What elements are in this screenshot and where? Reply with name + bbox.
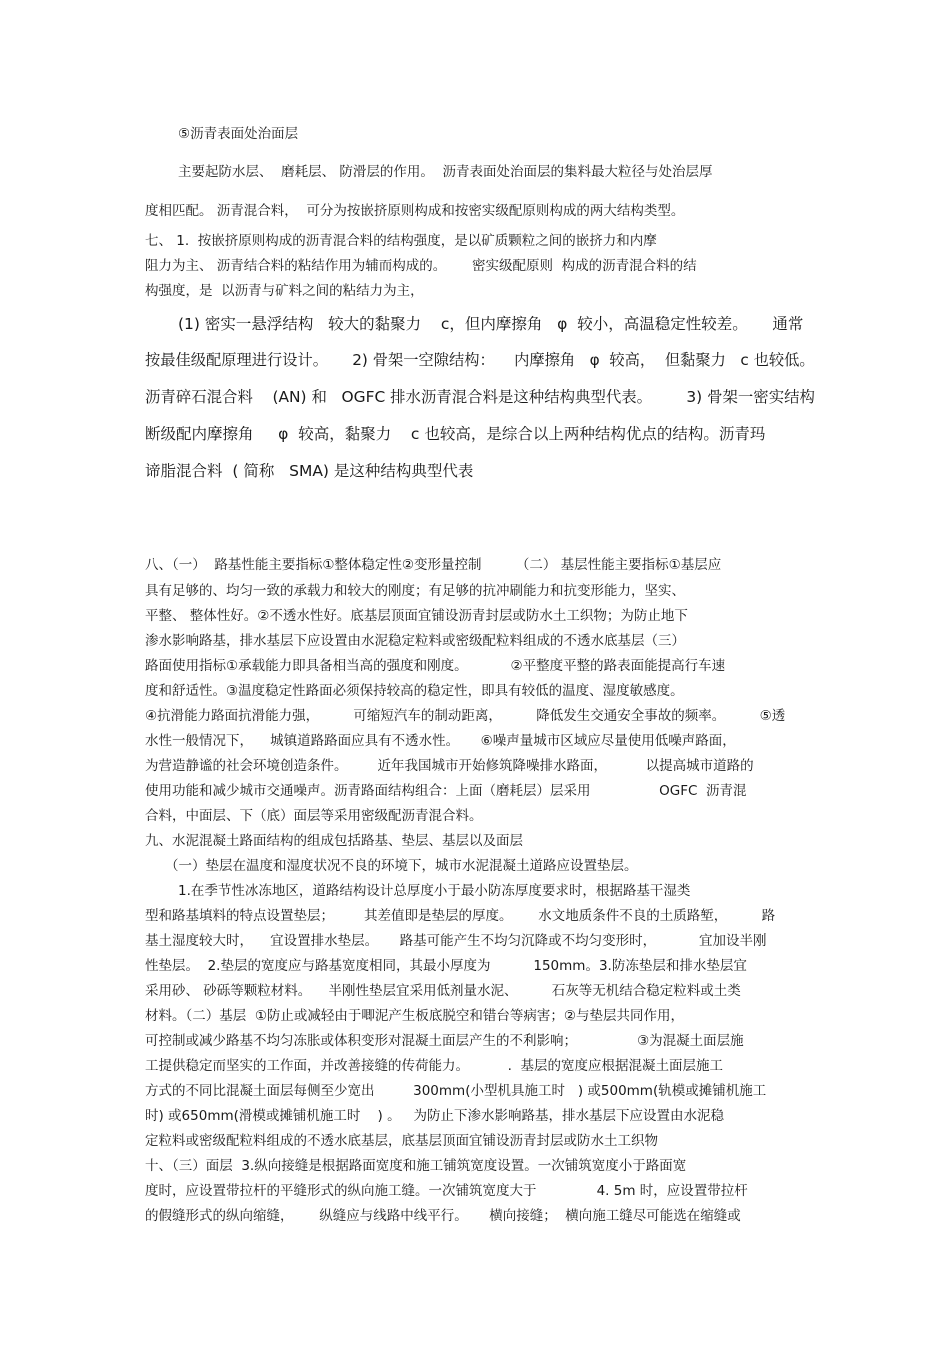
section-8-start: 八、（一） 路基性能主要指标①整体稳定性②变形量控制 （二） 基层性能主要指标①基层应 [145, 557, 722, 573]
text-line: 使用功能和减少城市交通噪声。沥青路面结构组合：上面（磨耗层）层采用 OGFC 沥青混 [145, 783, 747, 799]
heading-surface-treatment: ⑤沥青表面处治面层 [178, 126, 299, 142]
text-line: （一）垫层在温度和湿度状况不良的环境下，城市水泥混凝土道路应设置垫层。 [165, 858, 638, 874]
text-line: 定粒料或密级配粒料组成的不透水底基层，底基层顶面宜铺设沥青封层或防水土工织物 [145, 1133, 658, 1149]
text-line: 渗水影响路基，排水基层下应设置由水泥稳定粒料或密级配粒料组成的不透水底基层（三） [145, 633, 685, 649]
text-line: 阻力为主、 沥青结合料的粘结作用为辅而构成的。 密实级配原则 构成的沥青混合料的结 [145, 258, 697, 274]
text-line: 时) 或650mm(滑模或摊铺机施工时 ) 。 为防止下渗水影响路基，排水基层下应设置由水泥稳 [145, 1108, 724, 1124]
text-line: 基土湿度较大时， 宜设置排水垫层。 路基可能产生不均匀沉降或不均匀变形时， 宜加设半刚 [145, 933, 767, 949]
text-line: 度和舒适性。③温度稳定性路面必须保持较高的稳定性，即具有较低的温度、湿度敏感度。 [145, 683, 684, 699]
text-line: 型和路基填料的特点设置垫层； 其差值即是垫层的厚度。 水文地质条件不良的土质路堑， 路 [145, 908, 776, 924]
text-line: 可控制或减少路基不均匀冻胀或体积变形对混凝土面层产生的不利影响； ③为混凝土面层施 [145, 1033, 744, 1049]
text-line: 方式的不同比混凝土面层每侧至少宽出 300mm(小型机具施工时 ) 或500mm(轨模或摊铺机施工 [145, 1083, 767, 1099]
text-line: ④抗滑能力路面抗滑能力强， 可缩短汽车的制动距离， 降低发生交通安全事故的频率。 ⑤透 [145, 708, 786, 724]
text-line: 采用砂、 砂砾等颗粒材料。 半刚性垫层宜采用低剂量水泥、 石灰等无机结合稳定粒料或土类 [145, 983, 741, 999]
text-line: 断级配内摩擦角 φ 较高，黏聚力 c 也较高，是综合以上两种结构优点的结构。沥青玛 [145, 425, 766, 443]
section-9-start: 九、水泥混凝土路面结构的组成包括路基、垫层、基层以及面层 [145, 833, 523, 849]
text-line: 合料，中面层、下（底）面层等采用密级配沥青混合料。 [145, 808, 483, 824]
text-line: 具有足够的、均匀一致的承载力和较大的刚度；有足够的抗冲刷能力和抗变形能力，坚实、 [145, 583, 685, 599]
text-line: 沥青碎石混合料 (AN) 和 OGFC 排水沥青混合料是这种结构典型代表。 3) 骨架一密实结构 [145, 388, 815, 406]
text-line: 水性一般情况下， 城镇道路路面应具有不透水性。 ⑥噪声量城市区域应尽量使用低噪声路面， [145, 733, 736, 749]
section-10-start: 十、（三）面层 3.纵向接缝是根据路面宽度和施工铺筑宽度设置。一次铺筑宽度小于路面宽 [145, 1158, 687, 1174]
text-line: 的假缝形式的纵向缩缝， 纵缝应与线路中线平行。 横向接缝； 横向施工缝尽可能选在缩缝或 [145, 1208, 741, 1224]
text-line: 为营造静谧的社会环境创造条件。 近年我国城市开始修筑降噪排水路面， 以提高城市道路的 [145, 758, 754, 774]
text-line: 1.在季节性冰冻地区，道路结构设计总厚度小于最小防冻厚度要求时，根据路基干湿类 [178, 883, 691, 899]
text-line: 按最佳级配原理进行设计。 2) 骨架一空隙结构： 内摩擦角 φ 较高， 但黏聚力 c 也较低。 [145, 351, 815, 369]
text-line: 材料。（二）基层 ①防止或减轻由于唧泥产生板底脱空和错台等病害；②与垫层共同作用， [145, 1008, 685, 1024]
text-line: 性垫层。 2.垫层的宽度应与路基宽度相同，其最小厚度为 150mm。3.防冻垫层和排水垫层宜 [145, 958, 747, 974]
text-line: 构强度，是 以沥青与矿料之间的粘结力为主， [145, 283, 424, 299]
text-line: (1) 密实一悬浮结构 较大的黏聚力 c，但内摩擦角 φ 较小，高温稳定性较差。 通常 [178, 315, 804, 333]
text-line: 工提供稳定而坚实的工作面，并改善接缝的传荷能力。 . 基层的宽度应根据混凝土面层施工 [145, 1058, 723, 1074]
text-line: 主要起防水层、 磨耗层、 防滑层的作用。 沥青表面处治面层的集料最大粒径与处治层厚 [178, 164, 713, 180]
text-line: 平整、 整体性好。②不透水性好。底基层顶面宜铺设沥青封层或防水土工织物；为防止地下 [145, 608, 688, 624]
text-line: 谛脂混合料 ( 简称 SMA) 是这种结构典型代表 [145, 462, 474, 480]
text-line: 度时，应设置带拉杆的平缝形式的纵向施工缝。一次铺筑宽度大于 4. 5m 时，应设置带拉杆 [145, 1183, 748, 1199]
text-line: 路面使用指标①承载能力即具备相当高的强度和刚度。 ②平整度平整的路表面能提高行车速 [145, 658, 726, 674]
section-7-start: 七、 1. 按嵌挤原则构成的沥青混合料的结构强度，是以矿质颗粒之间的嵌挤力和内摩 [145, 233, 657, 249]
text-line: 度相匹配。 沥青混合料， 可分为按嵌挤原则构成和按密实级配原则构成的两大结构类型。 [145, 203, 685, 219]
